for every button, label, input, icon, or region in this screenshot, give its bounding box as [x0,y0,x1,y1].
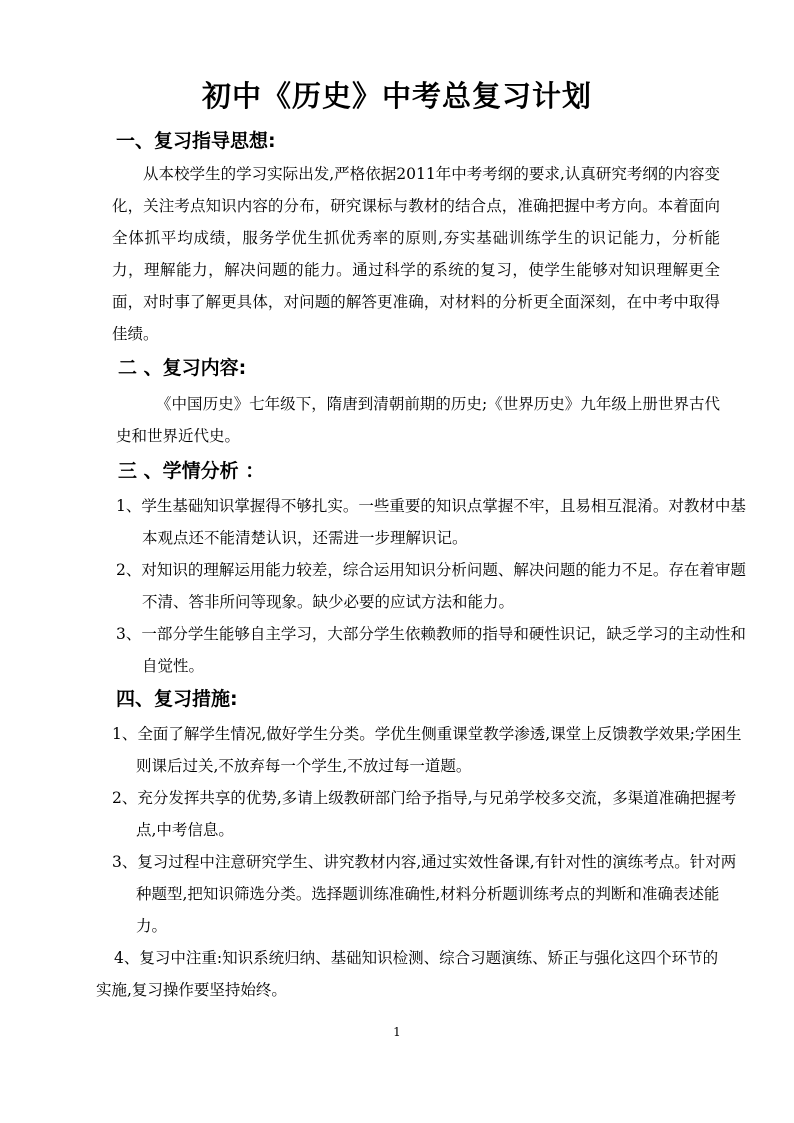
paragraph-review-content: 《中国历史》七年级下，隋唐到清朝前期的历史;《世界历史》九年级上册世界古代史和世界近代史。 [116,395,720,445]
page-title: 初中《历史》中考总复习计划 [201,79,592,113]
list-item-text: 学生基础知识掌握得不够扎实。一些重要的知识点掌握不牢，且易相互混淆。对教材中基本观点还不能清楚认识，还需进一步理解识记。 [141,497,746,547]
list-item [112,782,744,846]
list-item [112,718,744,782]
list-item-number: 3、 [112,853,138,871]
list-item-text: 对知识的理解运用能力较差，综合运用知识分析问题、解决问题的能力不足。存在着审题不清、答非所问等现象。缺少必要的应试方法和能力。 [141,561,746,611]
list-item [116,490,746,554]
list-item [116,554,746,618]
list-item-text: 充分发挥共享的优势,多请上级教研部门给予指导,与兄弟学校多交流，多渠道准确把握考点,中考信息。 [136,789,737,839]
list-item-number: 4、 [114,949,140,967]
list-item-number: 1、 [116,497,142,515]
list-item-text: 一部分学生能够自主学习，大部分学生依赖教师的指导和硬性识记，缺乏学习的主动性和自觉性。 [141,625,746,675]
list-item-number: 3、 [116,625,142,643]
list-item [116,618,746,682]
page-number: 1 [393,1025,401,1039]
paragraph-guiding-idea: 从本校学生的学习实际出发,严格依据2011年中考考纲的要求,认真研究考纲的内容变化，关注考点知识内容的分布，研究课标与教材的结合点，准确把握中考方向。本着面向全体抓平均成绩，服务学优生抓优秀率的原则,夯实基础训练学生的识记能力，分析能力，理解能力，解决问题的能力。通过科学的系统的复习，使学生能够对知识理解更全面，对时事了解更具体，对问题的解答更准确，对材料的分析更全面深刻，在中考中取得佳绩。 [112,165,720,343]
list-item [96,942,722,1006]
list-item-text: 全面了解学生情况,做好学生分类。学优生侧重课堂教学渗透,课堂上反馈教学效果;学困生则课后过关,不放弃每一个学生,不放过每一道题。 [136,725,742,775]
list-item-number: 1、 [112,725,138,743]
section-heading-guiding-idea: 一、复习指导思想: [116,130,276,152]
list-item [112,846,744,942]
list-item-text: 复习中注重:知识系统归纳、基础知识检测、综合习题演练、矫正与强化这四个环节的实施,复习操作要坚持始终。 [96,949,719,999]
section-heading-review-content: 二 、复习内容: [118,357,247,379]
list-item-number: 2、 [116,561,142,579]
section-heading-review-measures: 四、复习措施: [116,688,238,710]
list-item-number: 2、 [112,789,138,807]
section-heading-learning-analysis: 三 、学情分析 ： [118,460,265,482]
list-item-text: 复习过程中注意研究学生、讲究教材内容,通过实效性备课,有针对性的演练考点。针对两种题型,把知识筛选分类。选择题训练准确性,材料分析题训练考点的判断和准确表述能力。 [136,853,737,935]
